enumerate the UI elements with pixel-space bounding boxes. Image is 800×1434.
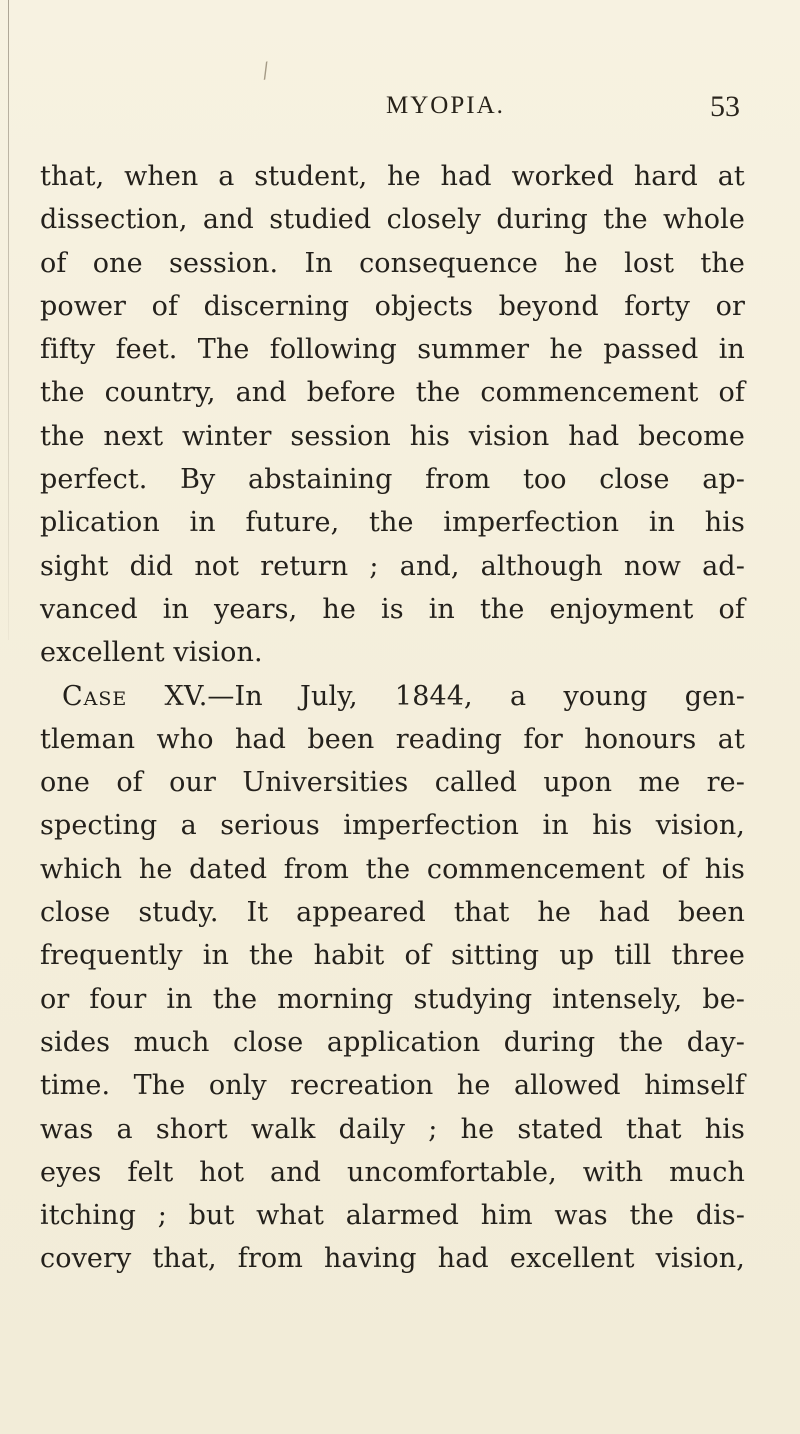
text-line: one of our Universities called upon me re- <box>40 767 745 799</box>
text-line: close study. It appeared that he had been <box>40 897 745 929</box>
text-line: Case XV.—In July, 1844, a young gen- <box>62 680 745 712</box>
text-line: was a short walk daily ; he stated that his <box>40 1113 745 1145</box>
text-line: plication in future, the imperfection in his <box>40 507 745 539</box>
text-line: the country, and before the commencement of <box>40 377 745 409</box>
text-line: tleman who had been reading for honours at <box>40 723 745 755</box>
text-line: of one session. In consequence he lost the <box>40 247 745 279</box>
text-line: or four in the morning studying intensely, be- <box>40 983 745 1015</box>
text-line: power of discerning objects beyond forty or <box>40 290 745 322</box>
body-text <box>40 155 745 1281</box>
text-line: time. The only recreation he allowed himself <box>40 1070 745 1102</box>
text-line: covery that, from having had excellent vision, <box>40 1243 745 1275</box>
running-head <box>270 90 740 130</box>
margin-pencil-mark: / <box>258 57 273 83</box>
text-line: sight did not return ; and, although now ad- <box>40 550 745 582</box>
text-line: vanced in years, he is in the enjoyment of <box>40 593 745 625</box>
text-line: sides much close application during the day- <box>40 1026 745 1058</box>
page-number: 53 <box>710 90 740 123</box>
text-line: dissection, and studied closely during the whole <box>40 204 745 236</box>
text-line: perfect. By abstaining from too close ap- <box>40 464 745 496</box>
text-line: frequently in the habit of sitting up till three <box>40 940 745 972</box>
text-line: itching ; but what alarmed him was the dis- <box>40 1200 745 1232</box>
text-line: eyes felt hot and uncomfortable, with much <box>40 1156 745 1188</box>
text-line: specting a serious imperfection in his vision, <box>40 810 745 842</box>
text-line: the next winter session his vision had become <box>40 420 745 452</box>
text-line: excellent vision. <box>40 637 263 669</box>
text-line: which he dated from the commencement of his <box>40 853 745 885</box>
running-title: MYOPIA. <box>386 92 505 119</box>
text-line: fifty feet. The following summer he passed in <box>40 334 745 366</box>
page-edge-shadow <box>8 0 9 640</box>
text-line: that, when a student, he had worked hard at <box>40 161 745 192</box>
